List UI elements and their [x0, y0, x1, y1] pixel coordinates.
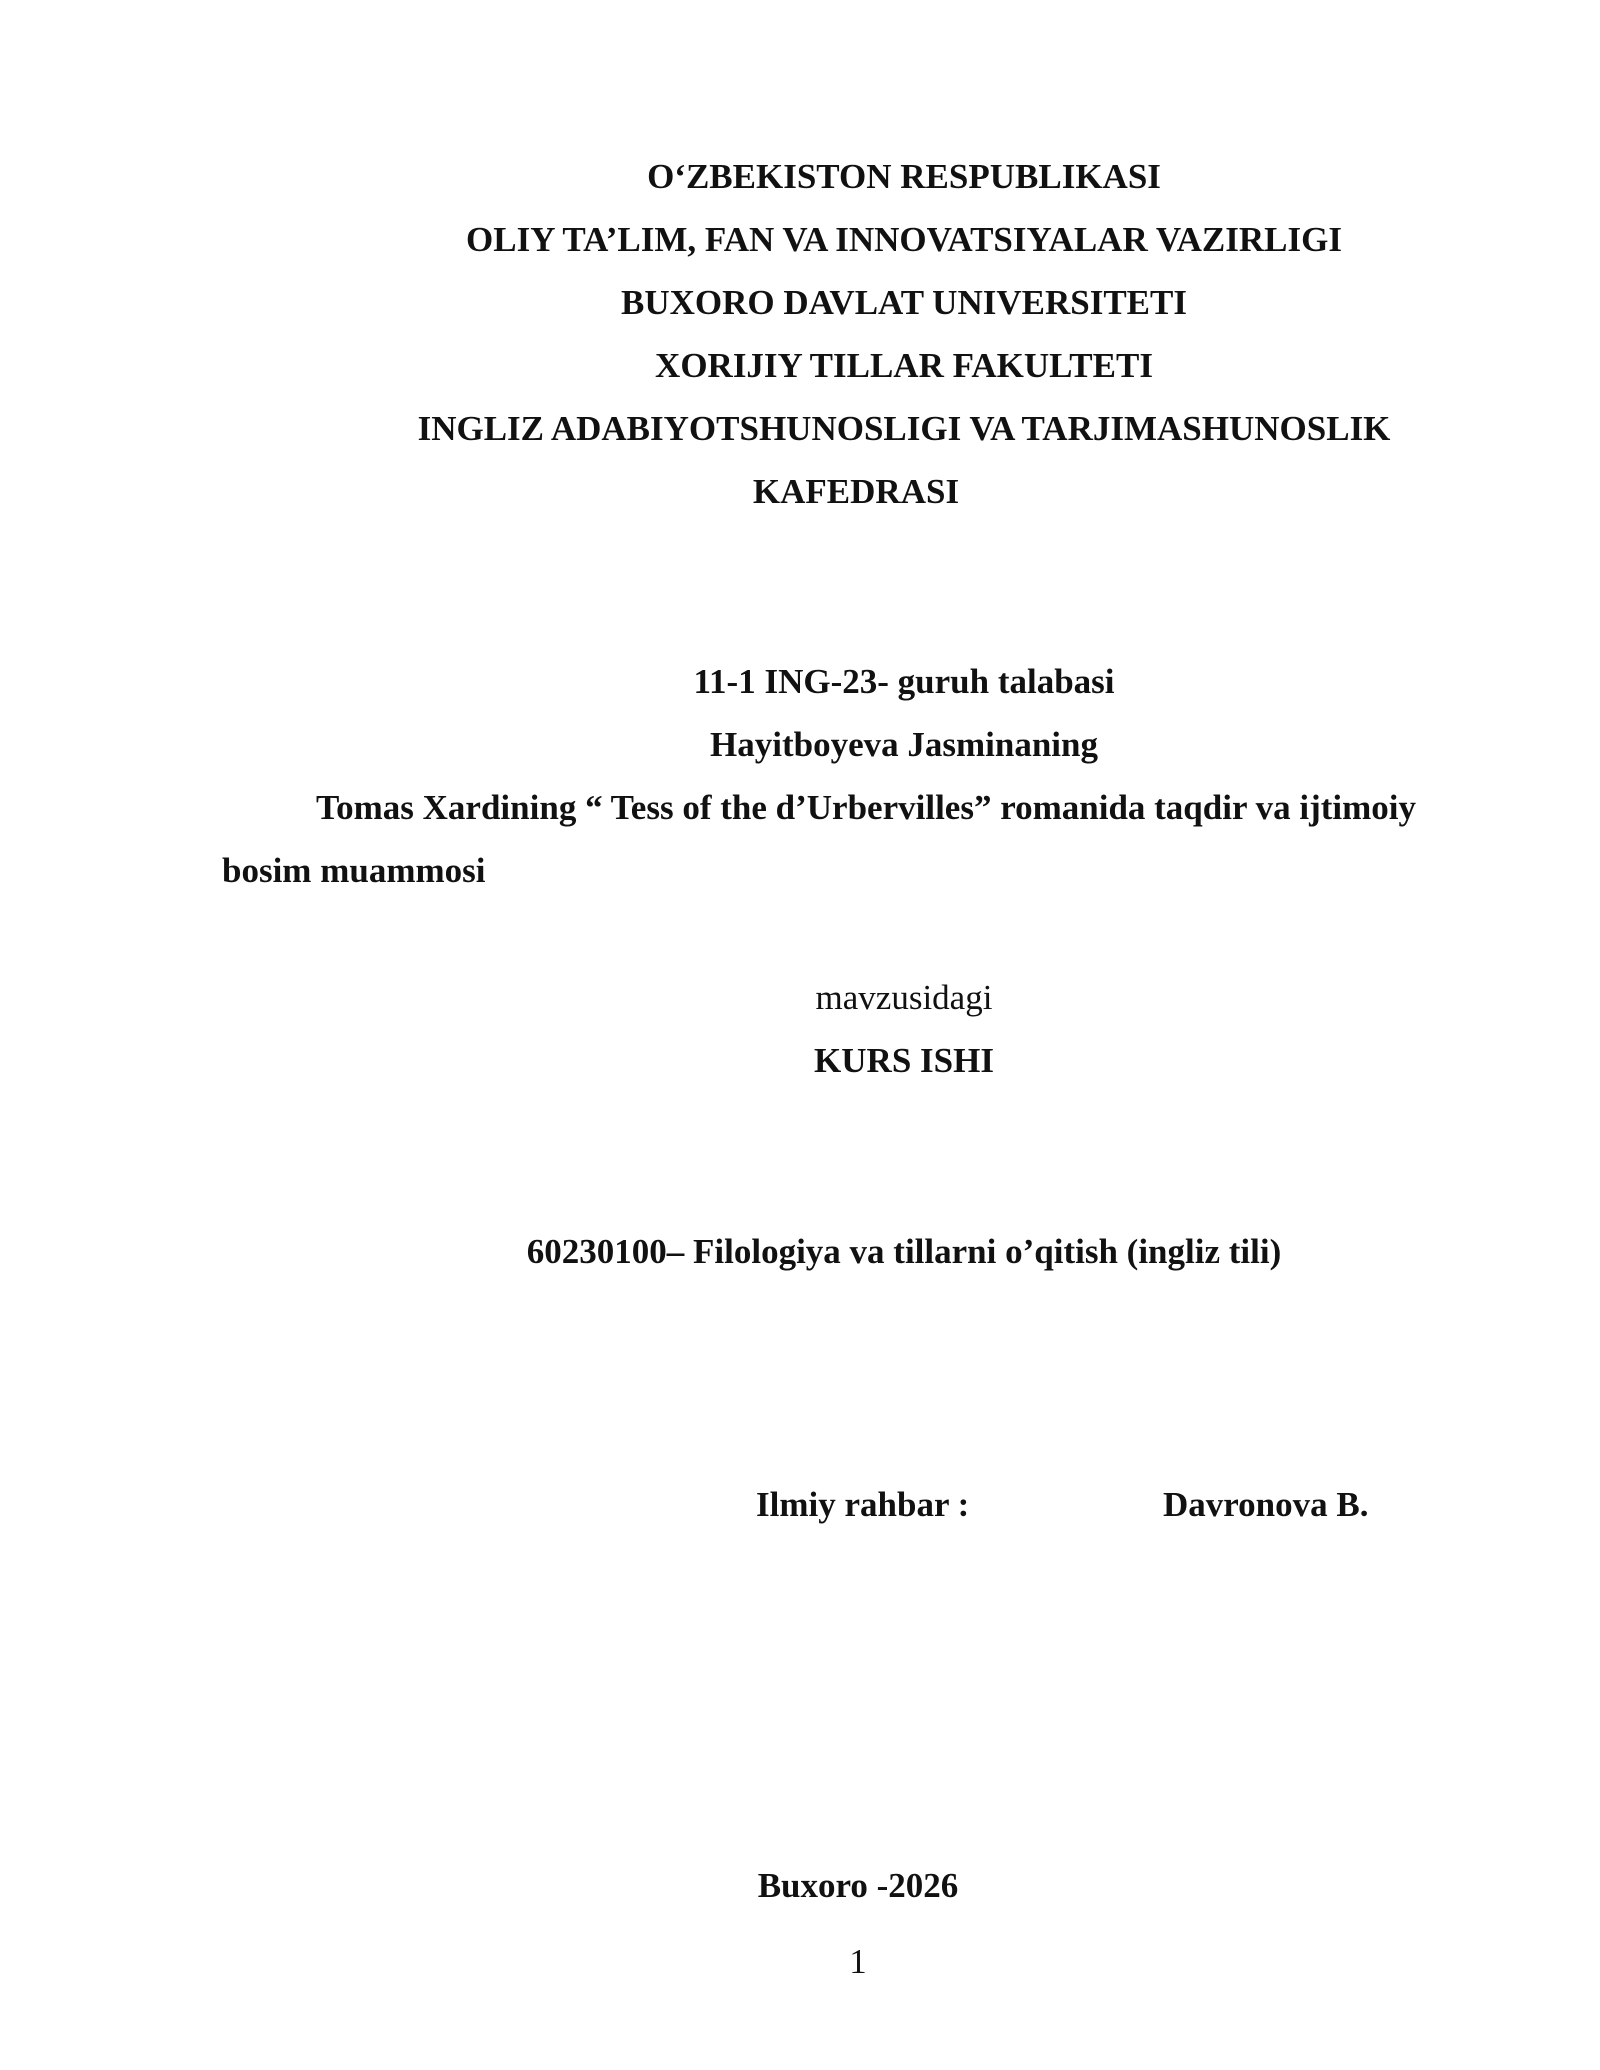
student-name: Hayitboyeva Jasminaning	[710, 725, 1098, 764]
supervisor-name: Davronova B.	[1163, 1485, 1369, 1524]
specialty: 60230100– Filologiya va tillarni o’qitish (ingliz tili)	[526, 1232, 1282, 1271]
topic-line1: Tomas Xardining “ Tess of the d’Urbervilles” romanida taqdir va ijtimoiy	[316, 788, 1417, 827]
topic-line2: bosim muammosi	[222, 851, 486, 890]
header-country: O‘ZBEKISTON RESPUBLIKASI	[647, 157, 1161, 196]
header-faculty: XORIJIY TILLAR FAKULTETI	[655, 346, 1153, 385]
header-university: BUXORO DAVLAT UNIVERSITETI	[621, 283, 1187, 322]
header-ministry: OLIY TA’LIM, FAN VA INNOVATSIYALAR VAZIRLIGI	[466, 220, 1342, 259]
supervisor-label: Ilmiy rahbar :	[756, 1485, 970, 1524]
header-department-line2: KAFEDRASI	[752, 472, 960, 511]
student-group: 11-1 ING-23- guruh talabasi	[693, 662, 1115, 701]
header-department-line1: INGLIZ ADABIYOTSHUNOSLIGI VA TARJIMASHUNOSLIK	[417, 409, 1391, 448]
place-year: Buxoro -2026	[757, 1866, 959, 1905]
page-number: 1	[849, 1942, 867, 1981]
work-subtitle: mavzusidagi	[815, 978, 993, 1017]
work-type: KURS ISHI	[814, 1041, 994, 1080]
